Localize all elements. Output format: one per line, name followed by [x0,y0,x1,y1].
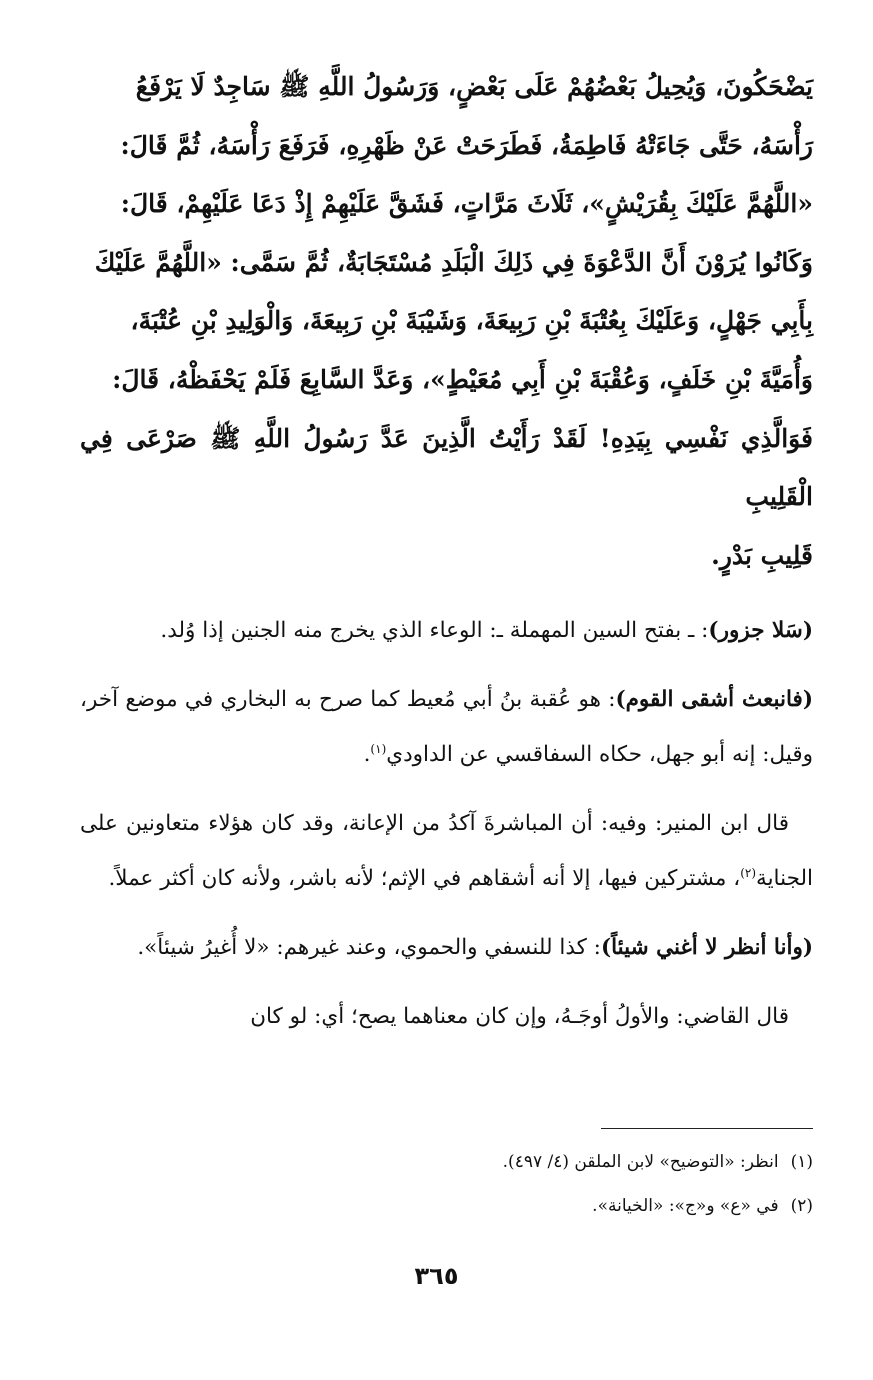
commentary-paragraph [80,672,813,782]
footnote-text: انظر: «التوضيح» لابن الملقن (٤/ ٤٩٧). [502,1152,779,1172]
hadith-line: وَأُمَيَّةَ بْنِ خَلَفٍ، وَعُقْبَةَ بْنِ أَبِي مُعَيْطٍ»، وَعَدَّ السَّابِعَ فَلَمْ يَحْفَظْهُ، قَالَ: [112,364,813,394]
hadith-line: فَوَالَّذِي نَفْسِي بِيَدِهِ! لَقَدْ رَأَيْتُ الَّذِينَ عَدَّ رَسُولُ اللَّهِ ﷺ صَرْعَى فِي الْقَلِيبِ [80,423,814,512]
page-body [80,58,813,1058]
quoted-phrase: (وأنا أنظر لا أغني شيئاً) [600,935,813,961]
hadith-line: «اللَّهُمَّ عَلَيْكَ بِقُرَيْشٍ»، ثَلَاثَ مَرَّاتٍ، فَشَقَّ عَلَيْهِمْ إِذْ دَعَا عَلَيْهِمْ، قَالَ: [120,189,813,219]
hadith-line: رَأْسَهُ، حَتَّى جَاءَتْهُ فَاطِمَةُ، فَطَرَحَتْ عَنْ ظَهْرِهِ، فَرَفَعَ رَأْسَهُ، ثُمَّ قَالَ: [120,130,813,160]
hadith-line: وَكَانُوا يُرَوْنَ أَنَّ الدَّعْوَةَ فِي ذَلِكَ الْبَلَدِ مُسْتَجَابَةٌ، ثُمَّ سَمَّى: «اللَّهُمَّ عَلَيْكَ [94,247,813,277]
footnotes [80,1148,813,1236]
commentary-paragraph [80,603,813,658]
hadith-line: بِأَبِي جَهْلٍ، وَعَلَيْكَ بِعُتْبَةَ بْنِ رَبِيعَةَ، وَشَيْبَةَ بْنِ رَبِيعَةَ، وَالْوَلِيدِ بْنِ عُتْبَةَ، [130,306,813,336]
footnote-marker[interactable]: (٢) [740,866,757,881]
footnote [80,1192,813,1220]
footnote-divider [601,1128,813,1129]
page-number: ٣٦٥ [414,1262,459,1290]
paragraph-text: قال ابن المنير: وفيه: أن المباشرةَ آكدُ من الإعانة، وقد كان هؤلاء متعاونين على الجناية [80,811,813,892]
footnote [80,1148,813,1176]
footnote-text: في «ع» و«ج»: «الخيانة». [592,1196,779,1216]
commentary-paragraph [80,796,813,906]
footnote-marker[interactable]: (١) [370,742,387,757]
hadith-text [80,58,813,585]
commentary-paragraph [80,920,813,975]
paragraph-text: : كذا للنسفي والحموي، وعند غيرهم: «لا أُغيرُ شيئاً». [137,935,601,961]
commentary [80,603,813,1044]
paragraph-text: : ـ بفتح السين المهملة ـ: الوعاء الذي يخرج منه الجنين إذا وُلد. [160,618,709,644]
paragraph-text-after: . [363,742,371,768]
quoted-phrase: (فانبعث أشقى القوم) [615,687,813,713]
hadith-line: قَلِيبِ بَدْرٍ. [711,540,813,570]
commentary-paragraph [80,989,813,1044]
paragraph-text: : هو عُقبة بنُ أبي مُعيط كما صرح به البخاري في موضع آخر، وقيل: إنه أبو جهل، حكاه السفاقسي عن الداودي [80,687,813,768]
quoted-phrase: (سَلا جزور) [708,618,813,644]
paragraph-text-after: ، مشتركين فيها، إلا أنه أشقاهم في الإثم؛ لأنه باشر، ولأنه كان أكثر عملاً. [108,866,741,892]
footnote-number: (٢) [790,1196,813,1216]
footnote-number: (١) [790,1152,813,1172]
paragraph-text: قال القاضي: والأولُ أوجَـهُ، وإن كان معناهما يصح؛ أي: لو كان [250,1004,789,1030]
hadith-line: يَضْحَكُونَ، وَيُحِيلُ بَعْضُهُمْ عَلَى بَعْضٍ، وَرَسُولُ اللَّهِ ﷺ سَاجِدٌ لَا يَرْفَعُ [135,72,813,101]
